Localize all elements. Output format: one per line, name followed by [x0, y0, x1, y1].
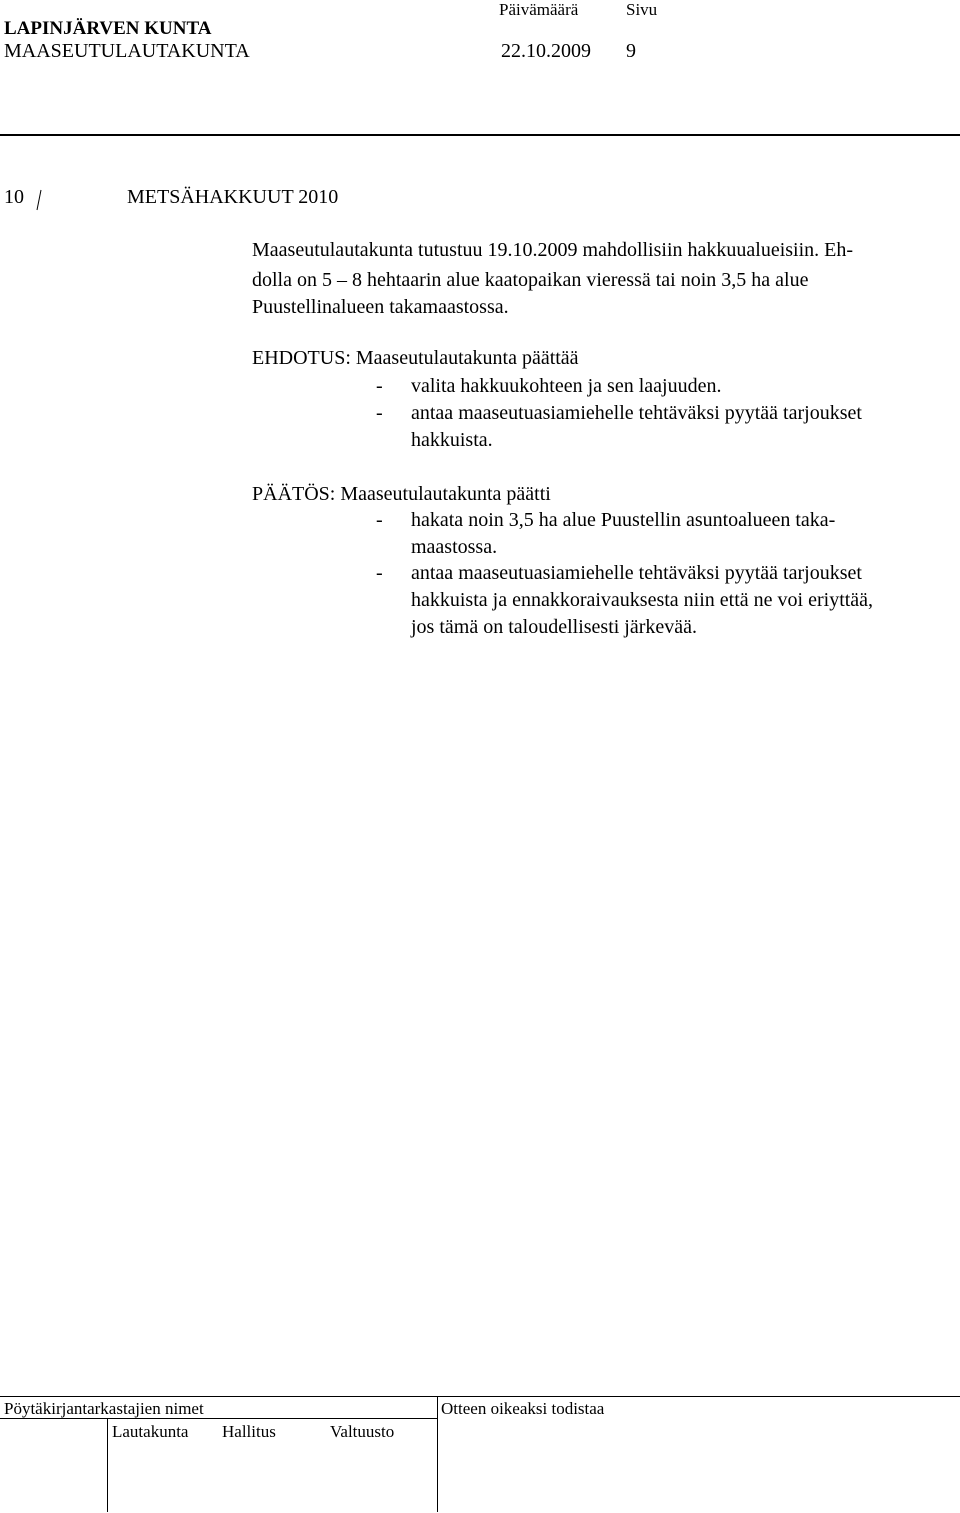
intro-line: Puustellinalueen takamaastossa. — [252, 296, 509, 318]
footer-divider — [107, 1418, 108, 1512]
decision-item-line: maastossa. — [411, 536, 498, 558]
date-label: Päivämäärä — [499, 0, 579, 19]
intro-line: dolla on 5 – 8 hehtaarin alue kaatopaikan vieressä tai noin 3,5 ha alue — [252, 269, 809, 291]
list-dash: - — [376, 375, 383, 397]
organization-name: LAPINJÄRVEN KUNTA — [4, 18, 212, 39]
list-dash: - — [376, 562, 383, 584]
proposal-item-line: hakkuista. — [411, 429, 493, 451]
column-valtuusto: Valtuusto — [330, 1422, 395, 1441]
decision-item-line: antaa maaseutuasiamiehelle tehtäväksi pyytää tarjoukset — [411, 562, 862, 584]
proposal-heading: EHDOTUS: Maaseutulautakunta päättää — [252, 347, 579, 369]
column-lautakunta: Lautakunta — [112, 1422, 189, 1441]
section-number: 10 — [4, 186, 24, 208]
page-label: Sivu — [626, 0, 658, 19]
decision-item-line: hakata noin 3,5 ha alue Puustellin asuntoalueen taka- — [411, 509, 836, 531]
department-name: MAASEUTULAUTAKUNTA — [4, 40, 250, 62]
footer-divider — [437, 1396, 438, 1512]
list-dash: - — [376, 402, 383, 424]
proposal-item-line: antaa maaseutuasiamiehelle tehtäväksi pyytää tarjoukset — [411, 402, 862, 424]
decision-item-line: jos tämä on taloudellisesti järkevää. — [411, 616, 698, 638]
decision-item-line: hakkuista ja ennakkoraivauksesta niin että ne voi eriyttää, — [411, 589, 874, 611]
proposal-item-line: valita hakkuukohteen ja sen laajuuden. — [411, 375, 722, 397]
intro-line: Maaseutulautakunta tutustuu 19.10.2009 mahdollisiin hakkuualueisiin. Eh- — [252, 239, 854, 261]
document-date: 22.10.2009 — [501, 40, 591, 62]
column-hallitus: Hallitus — [222, 1422, 276, 1441]
section-title: METSÄHAKKUUT 2010 — [127, 186, 339, 208]
checkers-label: Pöytäkirjantarkastajien nimet — [4, 1399, 204, 1418]
list-dash: - — [376, 509, 383, 531]
header-divider — [0, 134, 960, 136]
certified-label: Otteen oikeaksi todistaa — [441, 1399, 605, 1418]
page-number: 9 — [626, 40, 636, 62]
section-sign-icon — [36, 189, 42, 211]
decision-heading: PÄÄTÖS: Maaseutulautakunta päätti — [252, 483, 551, 505]
